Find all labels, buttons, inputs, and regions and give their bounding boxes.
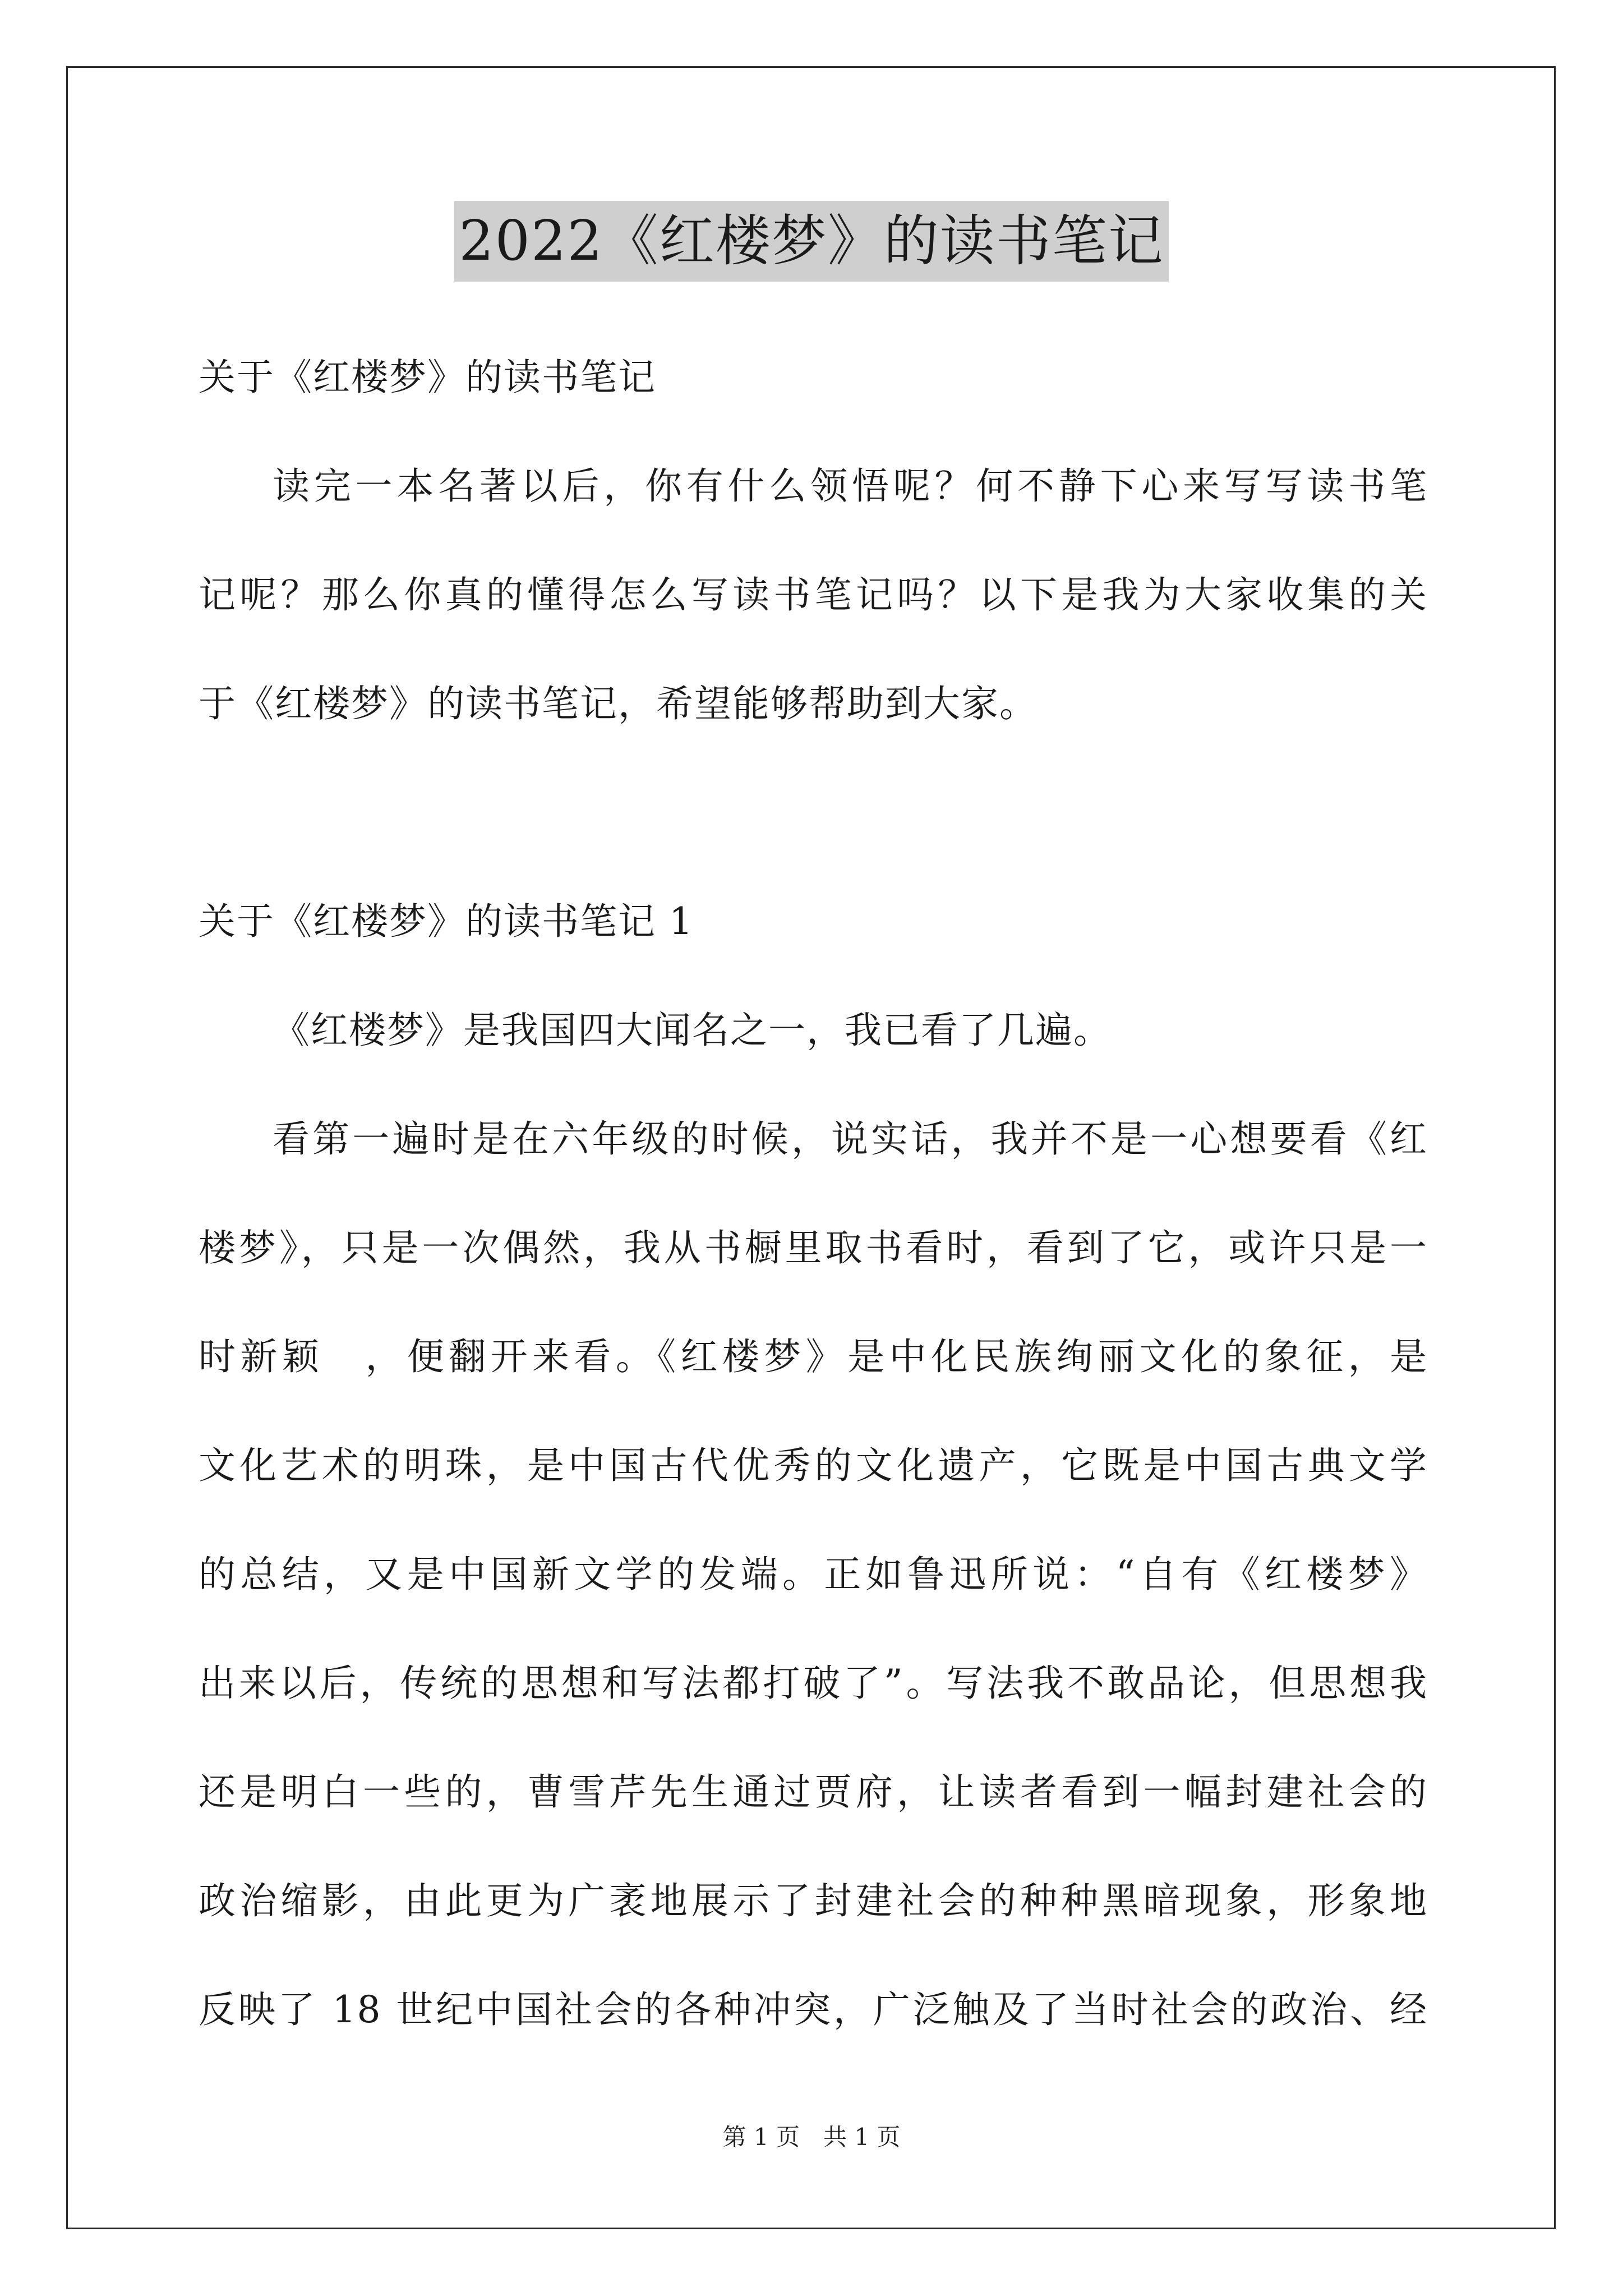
- section-1-paragraph-2-line-7: 还是明白一些的，曹雪芹先生通过贾府，让读者看到一幅封建社会的: [199, 1770, 1428, 1814]
- intro-paragraph-line-1: 读完一本名著以后，你有什么领悟呢？何不静下心来写写读书笔: [273, 464, 1428, 508]
- section-1-paragraph-2-line-6: 出来以后，传统的思想和写法都打破了”。写法我不敢品论，但思想我: [199, 1662, 1428, 1705]
- section-1-paragraph-2-line-3: 时新颖 ，便翻开来看。《红楼梦》是中化民族绚丽文化的象征，是: [199, 1335, 1428, 1378]
- document-title: 2022《红楼梦》的读书笔记: [454, 201, 1168, 282]
- section-1-paragraph-1: 《红楼梦》是我国四大闻名之一，我已看了几遍。: [273, 1009, 1112, 1052]
- title-block: [0, 201, 1623, 282]
- section-1-paragraph-2-line-5: 的总结，又是中国新文学的发端。正如鲁迅所说：“自有《红楼梦》: [199, 1553, 1428, 1596]
- section-1-paragraph-2-line-8: 政治缩影，由此更为广袤地展示了封建社会的种种黑暗现象，形象地: [199, 1879, 1428, 1922]
- section-1-paragraph-2-line-9: 反映了 18 世纪中国社会的各种冲突，广泛触及了当时社会的政治、经: [199, 1988, 1428, 2031]
- section-heading-1: 关于《红楼梦》的读书笔记 1: [199, 900, 694, 943]
- intro-paragraph-line-3: 于《红楼梦》的读书笔记，希望能够帮助到大家。: [199, 682, 1038, 725]
- page-number-footer: 第 1 页 共 1 页: [722, 2123, 901, 2151]
- section-1-paragraph-2-line-4: 文化艺术的明珠，是中国古代优秀的文化遗产，它既是中国古典文学: [199, 1444, 1428, 1487]
- section-1-paragraph-2-line-2: 楼梦》，只是一次偶然，我从书橱里取书看时，看到了它，或许只是一: [199, 1226, 1428, 1269]
- subtitle-heading: 关于《红楼梦》的读书笔记: [199, 356, 656, 399]
- intro-paragraph-line-2: 记呢？那么你真的懂得怎么写读书笔记吗？以下是我为大家收集的关: [199, 573, 1428, 616]
- section-1-paragraph-2-line-1: 看第一遍时是在六年级的时候，说实话，我并不是一心想要看《红: [273, 1117, 1428, 1161]
